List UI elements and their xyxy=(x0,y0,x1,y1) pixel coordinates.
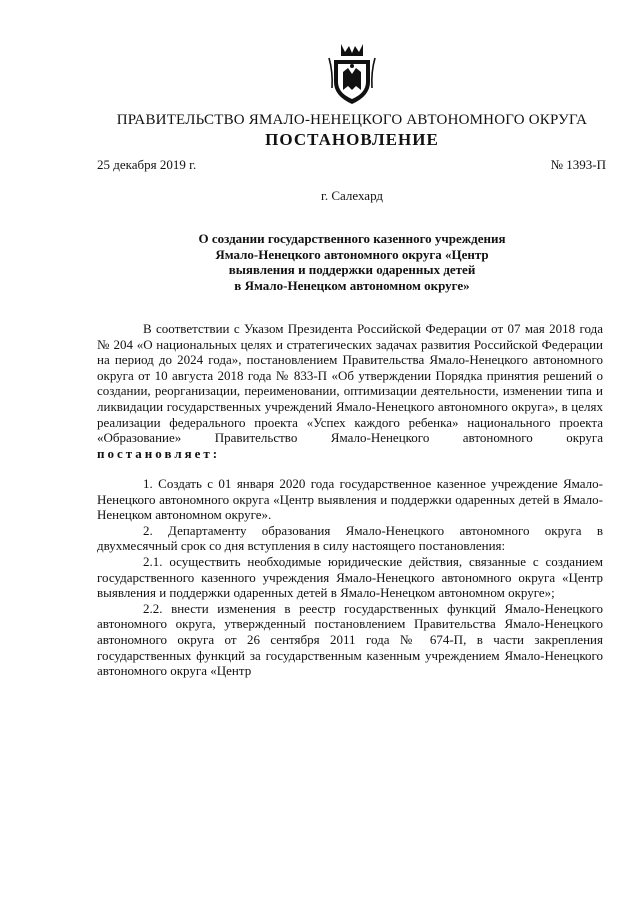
decree-items xyxy=(97,476,603,679)
preamble-text: В соответствии с Указом Президента Российской Федерации от 07 мая 2018 года № 204 «О национальных целях и стратегических задачах развития Российской Федерации на период до 2024 года», постановлением Правительства Ямало-Ненецкого автономного округа от 10 августа 2018 года № 833-П «Об утверждении Порядка принятия решений о создании, реорганизации, переименовании, оптимизации деятельности, изменении типа и ликвидации государственных учреждений Ямало-Ненецкого автономного округа», в целях реализации федерального проекта «Успех каждого ребенка» национального проекта «Образование» Правительство Ямало-Ненецкого автономного округа xyxy=(97,321,603,446)
title-line: О создании государственного казенного учреждения xyxy=(198,231,506,246)
organization-name: ПРАВИТЕЛЬСТВО ЯМАЛО-НЕНЕЦКОГО АВТОНОМНОГО ОКРУГА xyxy=(116,112,588,128)
document-title xyxy=(150,231,554,293)
item-2-1: 2.1. осуществить необходимые юридические действия, связанные с созданием государственного казенного учреждения Ямало-Ненецкого автономного округа «Центр выявления и поддержки одаренных детей в Ямало-Ненецком автономном округе»; xyxy=(97,553,603,601)
document-city: г. Салехард xyxy=(320,188,384,203)
item-2: 2. Департаменту образования Ямало-Ненецкого автономного округа в двухмесячный срок со дня вступления в силу настоящего постановления: xyxy=(97,522,603,554)
item-2-2: 2.2. внести изменения в реестр государственных функций Ямало-Ненецкого автономного округа, утвержденный постановлением Правительства Ямало-Ненецкого автономного округа от 26 сентября 2011 года № 674-П, в части закрепления государственных функций за государственным казенным учреждением Ямало-Ненецкого автономного округа «Центр xyxy=(97,600,603,679)
item-1: 1. Создать с 01 января 2020 года государственное казенное учреждение Ямало-Ненецкого автономного округа «Центр выявления и поддержки одаренных детей в Ямало-Ненецком автономном округе». xyxy=(97,476,603,523)
preamble-paragraph xyxy=(97,321,603,461)
title-line: выявления и поддержки одаренных детей xyxy=(228,262,476,278)
document-date: 25 декабря 2019 г. xyxy=(97,157,197,172)
title-line: Ямало-Ненецкого автономного округа «Центр xyxy=(215,246,489,262)
document-number: № 1393-П xyxy=(550,157,606,172)
title-line: в Ямало-Ненецком автономном округе» xyxy=(234,277,470,293)
coat-of-arms-icon xyxy=(327,42,377,106)
decree-word: постановляет: xyxy=(97,445,221,461)
document-type: ПОСТАНОВЛЕНИЕ xyxy=(265,130,439,149)
